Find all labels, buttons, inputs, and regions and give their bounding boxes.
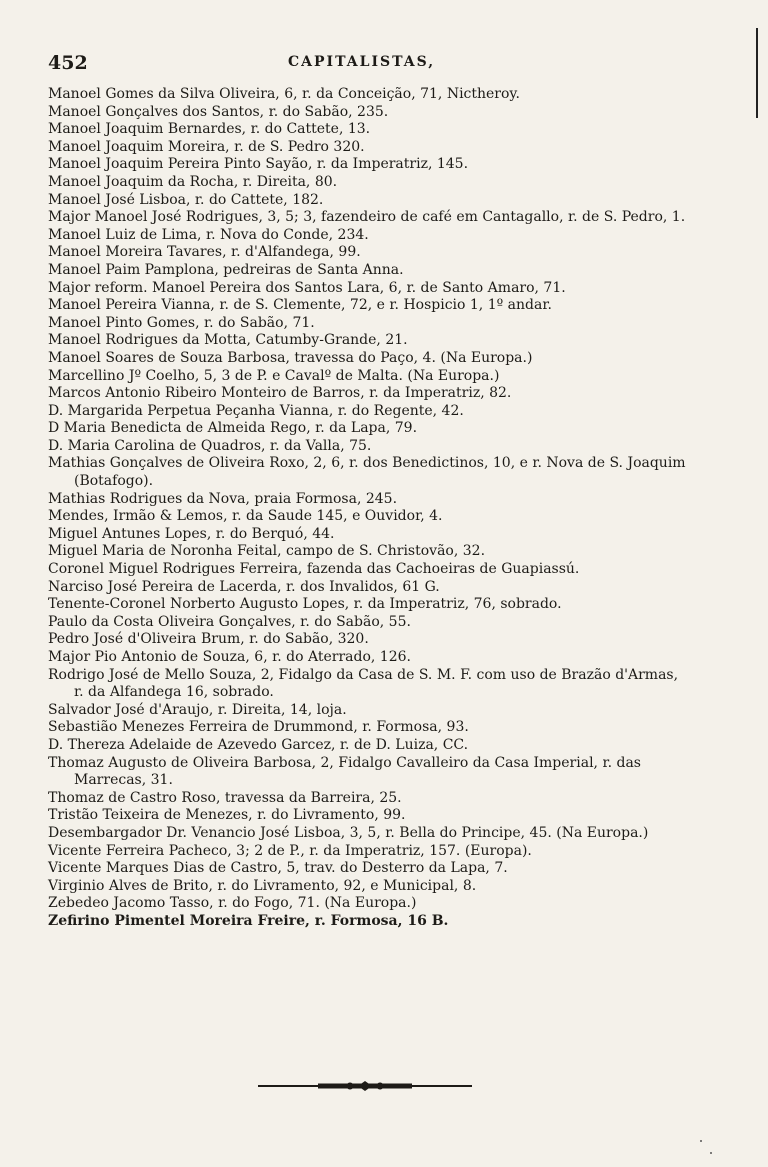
directory-entry: Manoel José Lisboa, r. do Cattete, 182. bbox=[48, 191, 324, 208]
directory-entry: Zefirino Pimentel Moreira Freire, r. Formosa, 16 B. bbox=[48, 912, 449, 929]
directory-entry: Manoel Luiz de Lima, r. Nova do Conde, 234. bbox=[48, 226, 369, 243]
page-number: 452 bbox=[48, 52, 88, 74]
directory-entry: Paulo da Costa Oliveira Gonçalves, r. do Sabão, 55. bbox=[48, 613, 411, 630]
margin-line bbox=[756, 28, 758, 118]
directory-entry: Salvador José d'Araujo, r. Direita, 14, loja. bbox=[48, 701, 347, 718]
directory-entry: Miguel Maria de Noronha Feital, campo de S. Christovão, 32. bbox=[48, 543, 486, 560]
directory-entry: Manoel Rodrigues da Motta, Catumby-Grande, 21. bbox=[48, 332, 408, 349]
directory-entry: Miguel Antunes Lopes, r. do Berquó, 44. bbox=[48, 525, 335, 542]
directory-entry: Mathias Rodrigues da Nova, praia Formosa, 245. bbox=[48, 490, 398, 507]
directory-entry: Major Pio Antonio de Souza, 6, r. do Aterrado, 126. bbox=[48, 649, 411, 665]
directory-entry: Tristão Teixeira de Menezes, r. do Livramento, 99. bbox=[48, 807, 406, 824]
directory-entry: Tenente-Coronel Norberto Augusto Lopes, r. da Imperatriz, 76, sobrado. bbox=[48, 596, 562, 613]
directory-entry: Marcos Antonio Ribeiro Monteiro de Barros, r. da Imperatriz, 82. bbox=[48, 385, 512, 402]
margin-dot bbox=[700, 1140, 702, 1142]
directory-entry: Zebedeo Jacomo Tasso, r. do Fogo, 71. (Na Europa.) bbox=[48, 895, 417, 912]
running-title: CAPITALISTAS, bbox=[288, 54, 436, 70]
directory-entry: Major reform. Manoel Pereira dos Santos Lara, 6, r. de Santo Amaro, 71. bbox=[48, 279, 566, 296]
directory-entry: D. Thereza Adelaide de Azevedo Garcez, r. de D. Luiza, CC. bbox=[48, 736, 469, 753]
directory-entry: Mathias Gonçalves de Oliveira Roxo, 2, 6, r. dos Benedictinos, 10, e r. Nova de S. Joaquim (Botafogo). bbox=[48, 455, 686, 490]
directory-page bbox=[48, 52, 688, 931]
directory-entry: Virginio Alves de Brito, r. do Livramento, 92, e Municipal, 8. bbox=[48, 877, 477, 894]
margin-dot bbox=[710, 1152, 712, 1154]
directory-entry: D. Margarida Perpetua Peçanha Vianna, r. do Regente, 42. bbox=[48, 402, 464, 419]
ornament-dot bbox=[377, 1083, 384, 1090]
directory-entry: Manoel Pereira Vianna, r. de S. Clemente, 72, e r. Hospicio 1, 1º andar. bbox=[48, 297, 552, 314]
directory-entry: D. Maria Carolina de Quadros, r. da Valla, 75. bbox=[48, 437, 372, 454]
end-ornament bbox=[258, 1081, 472, 1091]
directory-entry: Coronel Miguel Rodrigues Ferreira, fazenda das Cachoeiras de Guapiassú. bbox=[48, 561, 580, 578]
directory-entry: Thomaz de Castro Roso, travessa da Barreira, 25. bbox=[48, 789, 402, 806]
directory-entry: Manoel Gonçalves dos Santos, r. do Sabão, 235. bbox=[48, 103, 389, 120]
directory-entry: Sebastião Menezes Ferreira de Drummond, r. Formosa, 93. bbox=[48, 719, 469, 736]
directory-entry: Major Manoel José Rodrigues, 3, 5; 3, fazendeiro de café em Cantagallo, r. de S. Pedro, 1. bbox=[48, 209, 686, 226]
entry-list bbox=[48, 86, 688, 931]
directory-entry: Manoel Gomes da Silva Oliveira, 6, r. da Conceição, 71, Nictheroy. bbox=[48, 86, 520, 102]
directory-entry: Pedro José d'Oliveira Brum, r. do Sabão, 320. bbox=[48, 631, 369, 648]
directory-entry: Manoel Joaquim Moreira, r. de S. Pedro 320. bbox=[48, 138, 365, 155]
directory-entry: Rodrigo José de Mello Souza, 2, Fidalgo da Casa de S. M. F. com uso de Brazão d'Armas, r. da Alfandega 16, sobrado. bbox=[48, 666, 679, 701]
directory-entry: Manoel Joaquim Pereira Pinto Sayão, r. da Imperatriz, 145. bbox=[48, 156, 469, 173]
directory-entry: Marcellino Jº Coelho, 5, 3 de P. e Cavalº de Malta. (Na Europa.) bbox=[48, 367, 500, 384]
ornament-dot bbox=[347, 1083, 354, 1090]
page-header bbox=[48, 52, 688, 82]
directory-entry: D Maria Benedicta de Almeida Rego, r. da Lapa, 79. bbox=[48, 420, 418, 437]
directory-entry: Manoel Paim Pamplona, pedreiras de Santa Anna. bbox=[48, 261, 404, 278]
directory-entry: Vicente Marques Dias de Castro, 5, trav. do Desterro da Lapa, 7. bbox=[48, 860, 508, 877]
directory-entry: Thomaz Augusto de Oliveira Barbosa, 2, Fidalgo Cavalleiro da Casa Imperial, r. das Marrecas, 31. bbox=[48, 754, 641, 789]
directory-entry: Manoel Pinto Gomes, r. do Sabão, 71. bbox=[48, 314, 315, 331]
directory-entry: Narciso José Pereira de Lacerda, r. dos Invalidos, 61 G. bbox=[48, 578, 440, 595]
directory-entry: Manoel Soares de Souza Barbosa, travessa do Paço, 4. (Na Europa.) bbox=[48, 349, 533, 366]
directory-entry: Manoel Moreira Tavares, r. d'Alfandega, 99. bbox=[48, 244, 361, 261]
ornament-diamond bbox=[358, 1081, 372, 1091]
directory-entry: Vicente Ferreira Pacheco, 3; 2 de P., r. da Imperatriz, 157. (Europa). bbox=[48, 842, 532, 859]
directory-entry: Desembargador Dr. Venancio José Lisboa, 3, 5, r. Bella do Principe, 45. (Na Europa.) bbox=[48, 824, 649, 841]
directory-entry: Manoel Joaquim Bernardes, r. do Cattete, 13. bbox=[48, 121, 371, 138]
directory-entry: Mendes, Irmão & Lemos, r. da Saude 145, e Ouvidor, 4. bbox=[48, 508, 443, 525]
directory-entry: Manoel Joaquim da Rocha, r. Direita, 80. bbox=[48, 173, 338, 190]
